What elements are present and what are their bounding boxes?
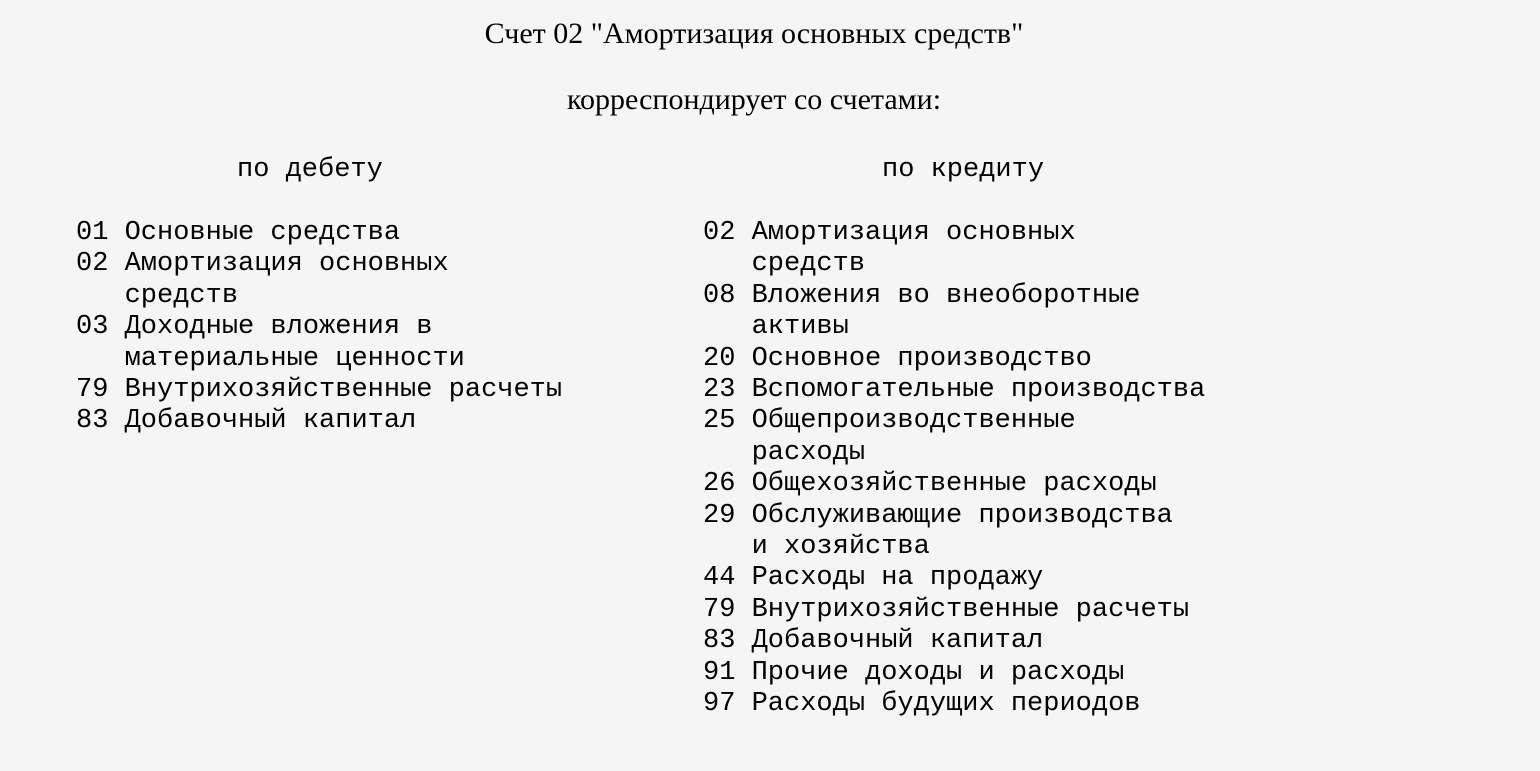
credit-account-item	[703, 469, 1503, 500]
debit-account-item	[76, 406, 676, 437]
account-name: Общепроизводственные расходы	[751, 406, 1076, 468]
account-code: 26	[703, 469, 736, 500]
account-code: 29	[703, 500, 736, 531]
account-name: Прочие доходы и расходы	[751, 657, 1125, 688]
credit-account-item	[703, 344, 1503, 375]
account-code: 23	[703, 375, 736, 406]
account-name: Внутрихозяйственные расчеты	[751, 594, 1190, 625]
account-name: Обслуживающие производства и хозяйства	[751, 500, 1173, 563]
credit-account-item	[703, 281, 1503, 344]
account-name: Основное производство	[751, 343, 1092, 374]
account-name: Добавочный капитал	[124, 406, 417, 437]
account-name: Доходные вложения в материальные ценности	[124, 312, 465, 374]
credit-account-item	[703, 218, 1503, 281]
debit-account-item	[76, 312, 676, 375]
account-code: 79	[703, 594, 736, 625]
account-code: 83	[703, 626, 736, 657]
account-name: Расходы на продажу	[751, 563, 1044, 594]
account-code: 91	[703, 657, 736, 688]
document-subtitle: корреспондирует со счетами:	[566, 83, 942, 116]
account-code: 83	[76, 406, 109, 437]
account-name: Амортизация основных средств	[124, 249, 449, 311]
account-code: 97	[703, 689, 736, 720]
credit-account-item	[703, 689, 1503, 720]
credit-account-item	[703, 563, 1503, 594]
credit-account-list	[703, 218, 1503, 721]
debit-account-item	[76, 375, 676, 406]
account-name: Амортизация основных средств	[751, 218, 1076, 280]
credit-account-item	[703, 501, 1503, 564]
account-name: Внутрихозяйственные расчеты	[124, 375, 563, 406]
credit-account-item	[703, 626, 1503, 657]
account-name: Вложения во внеоборотные активы	[751, 280, 1141, 343]
document-title: Счет 02 "Амортизация основных средств"	[484, 17, 1024, 50]
account-name: Вспомогательные производства	[751, 375, 1206, 406]
credit-account-item	[703, 375, 1503, 406]
credit-account-item	[703, 595, 1503, 626]
account-name: Основные средства	[124, 218, 401, 248]
account-code: 02	[76, 249, 109, 280]
debit-account-item	[76, 249, 676, 312]
account-code: 02	[703, 218, 736, 248]
credit-account-item	[703, 406, 1503, 469]
account-name: Расходы будущих периодов	[751, 689, 1141, 720]
account-code: 03	[76, 312, 109, 343]
account-code: 25	[703, 406, 736, 437]
account-code: 20	[703, 343, 736, 374]
credit-account-item	[703, 658, 1503, 689]
account-code: 08	[703, 280, 736, 311]
account-code: 44	[703, 563, 736, 594]
credit-column-heading: по кредиту	[882, 155, 1045, 185]
debit-account-list	[76, 218, 676, 438]
account-name: Добавочный капитал	[751, 626, 1044, 657]
account-code: 01	[76, 218, 109, 248]
account-code: 79	[76, 375, 109, 406]
account-name: Общехозяйственные расходы	[751, 469, 1157, 500]
debit-account-item	[76, 218, 676, 249]
debit-column-heading: по дебету	[237, 155, 383, 185]
